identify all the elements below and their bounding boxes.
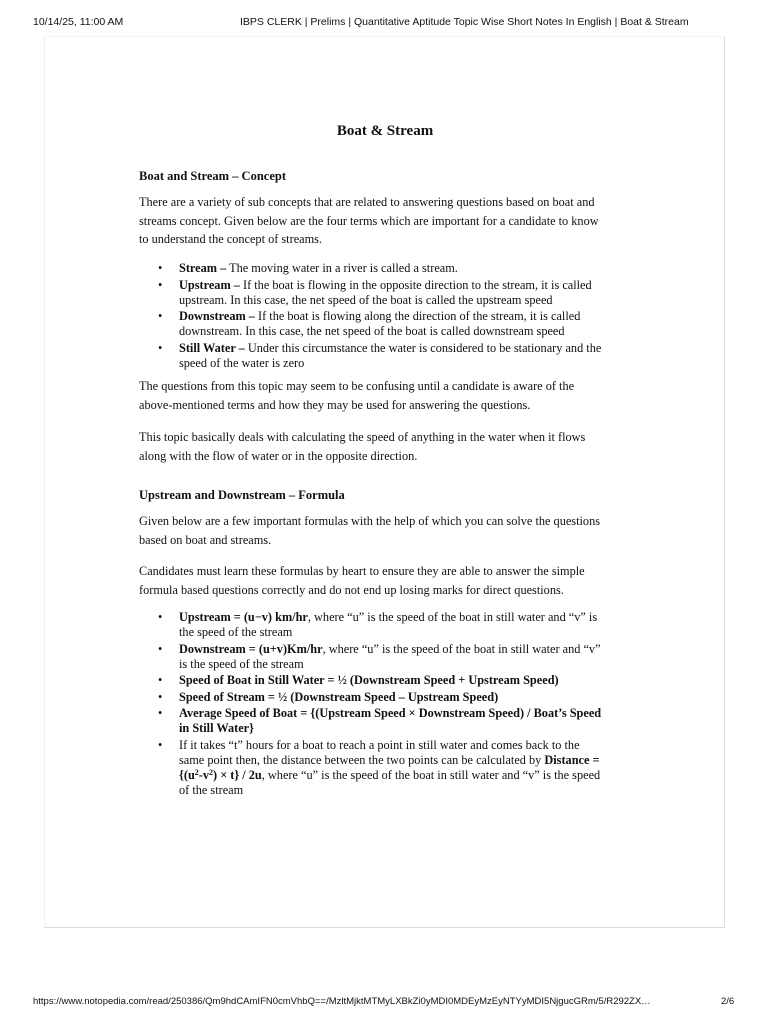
bullet-icon: • [158,277,163,292]
superscript: 2 [194,767,199,777]
topic-paragraph [139,428,631,465]
list-item-boat-speed-formula [139,673,631,688]
text-line: above-mentioned terms and how they may be used for answering the questions. [139,397,531,412]
term-definition: The moving water in a river is called a stream. [226,261,458,275]
term-definition: downstream. In this case, the net speed of the boat is called downstream speed [179,324,565,338]
term-label: Downstream – [179,309,255,323]
list-item-average-speed-formula [139,706,631,736]
text-line: along with the flow of water or in the opposite direction. [139,448,418,463]
text-line: based on boat and streams. [139,532,272,547]
confusion-paragraph [139,377,631,414]
intro-paragraph [139,193,631,249]
bullet-icon: • [158,737,163,752]
list-item-distance-formula [139,738,631,798]
text-line: The questions from this topic may seem to be confusing until a candidate is aware of the [139,379,575,393]
list-item-downstream [139,309,631,339]
list-item-downstream-formula [139,642,631,672]
formula-text: Downstream = (u+v)Km/hr [179,641,323,656]
formula-intro-paragraph [139,512,631,549]
document-title: Boat & Stream [336,123,434,139]
term-label: Upstream – [179,277,240,292]
formula-text: Speed of Stream = ½ (Downstream Speed – Upstream Speed) [179,689,499,704]
formula-note: , where “u” is the speed of the boat in still water and “v” is [307,610,598,624]
terms-list [139,261,631,372]
formula-text: Distance = [544,752,600,767]
term-definition: If the boat is flowing along the direction of the stream, it is called [254,309,581,323]
bullet-icon: • [158,610,163,624]
superscript: 2 [209,767,214,777]
text-line: to understand the concept of streams. [139,232,323,246]
list-item-stream [139,261,631,276]
text-line: Given below are a few important formulas with the help of which you can solve the questions [139,514,601,528]
formula-note: of the stream [179,782,244,797]
learn-formulas-paragraph [139,562,631,599]
bullet-icon: • [158,641,163,656]
bullet-icon: • [158,689,163,704]
formula-note: is the speed of the stream [179,656,304,671]
formula-note: same point then, the distance between the two points can be calculated by [179,752,545,767]
formulas-list [139,610,631,799]
text-line: This topic basically deals with calculating the speed of anything in the water when it flows [139,430,586,444]
formula-text: Upstream = (u−v) km/hr [179,610,308,624]
print-title: IBPS CLERK | Prelims | Quantitative Aptitude Topic Wise Short Notes In English | Boat & Stream [240,16,689,28]
bullet-icon: • [158,706,163,720]
text-line: streams concept. Given below are the four terms which are important for a candidate to know [139,213,599,228]
print-header [0,16,768,30]
section-heading-formula: Upstream and Downstream – Formula [139,488,345,502]
formula-note: , where “u” is the speed of the boat in still water and “v” is the speed [261,767,601,782]
print-datetime: 10/14/25, 11:00 AM [33,16,124,28]
formula-part: {(u [179,767,195,782]
term-definition: upstream. In this case, the net speed of the boat is called the upstream speed [179,292,553,307]
formula-text: Average Speed of Boat = {(Upstream Speed × Downstream Speed) / Boat’s Speed [179,706,602,720]
list-item-still-water [139,341,631,371]
term-label: Still Water – [179,340,245,355]
formula-note: the speed of the stream [179,625,293,639]
formula-note: If it takes “t” hours for a boat to reach a point in still water and comes back to the [179,737,580,752]
list-item-upstream [139,278,631,308]
formula-text: in Still Water} [179,721,254,735]
formula-note: , where “u” is the speed of the boat in still water and “v” [322,641,601,656]
print-footer [0,996,768,1010]
bullet-icon: • [158,309,163,323]
print-url: https://www.notopedia.com/read/250386/Qm9hdCAmIFN0cmVhbQ==/MzltMjktMTMyLXBkZi0yMDI0MDEyMzEyNTYyMDI5NjgucGRm/5/R292ZX… [33,996,651,1007]
list-item-upstream-formula [139,610,631,640]
text-line: There are a variety of sub concepts that are related to answering questions based on boat and [139,195,595,209]
term-definition: If the boat is flowing in the opposite direction to the stream, it is called [239,277,592,292]
term-definition: speed of the water is zero [179,355,305,370]
section-heading-concept: Boat and Stream – Concept [139,169,286,183]
formula-text [179,768,262,782]
text-line: formula based questions correctly and do not end up losing marks for direct questions. [139,582,564,597]
print-page-number: 2/6 [721,996,735,1007]
bullet-icon: • [158,673,163,687]
formula-text: Speed of Boat in Still Water = ½ (Downstream Speed + Upstream Speed) [179,673,559,687]
formula-part: -v [198,767,210,782]
bullet-icon: • [158,261,163,275]
list-item-stream-speed-formula [139,690,631,705]
formula-part: ) × t} / 2u [213,767,262,782]
term-label: Stream – [179,261,227,275]
bullet-icon: • [158,340,163,355]
term-definition: Under this circumstance the water is considered to be stationary and the [244,340,602,355]
text-line: Candidates must learn these formulas by heart to ensure they are able to answer the simple [139,564,585,578]
